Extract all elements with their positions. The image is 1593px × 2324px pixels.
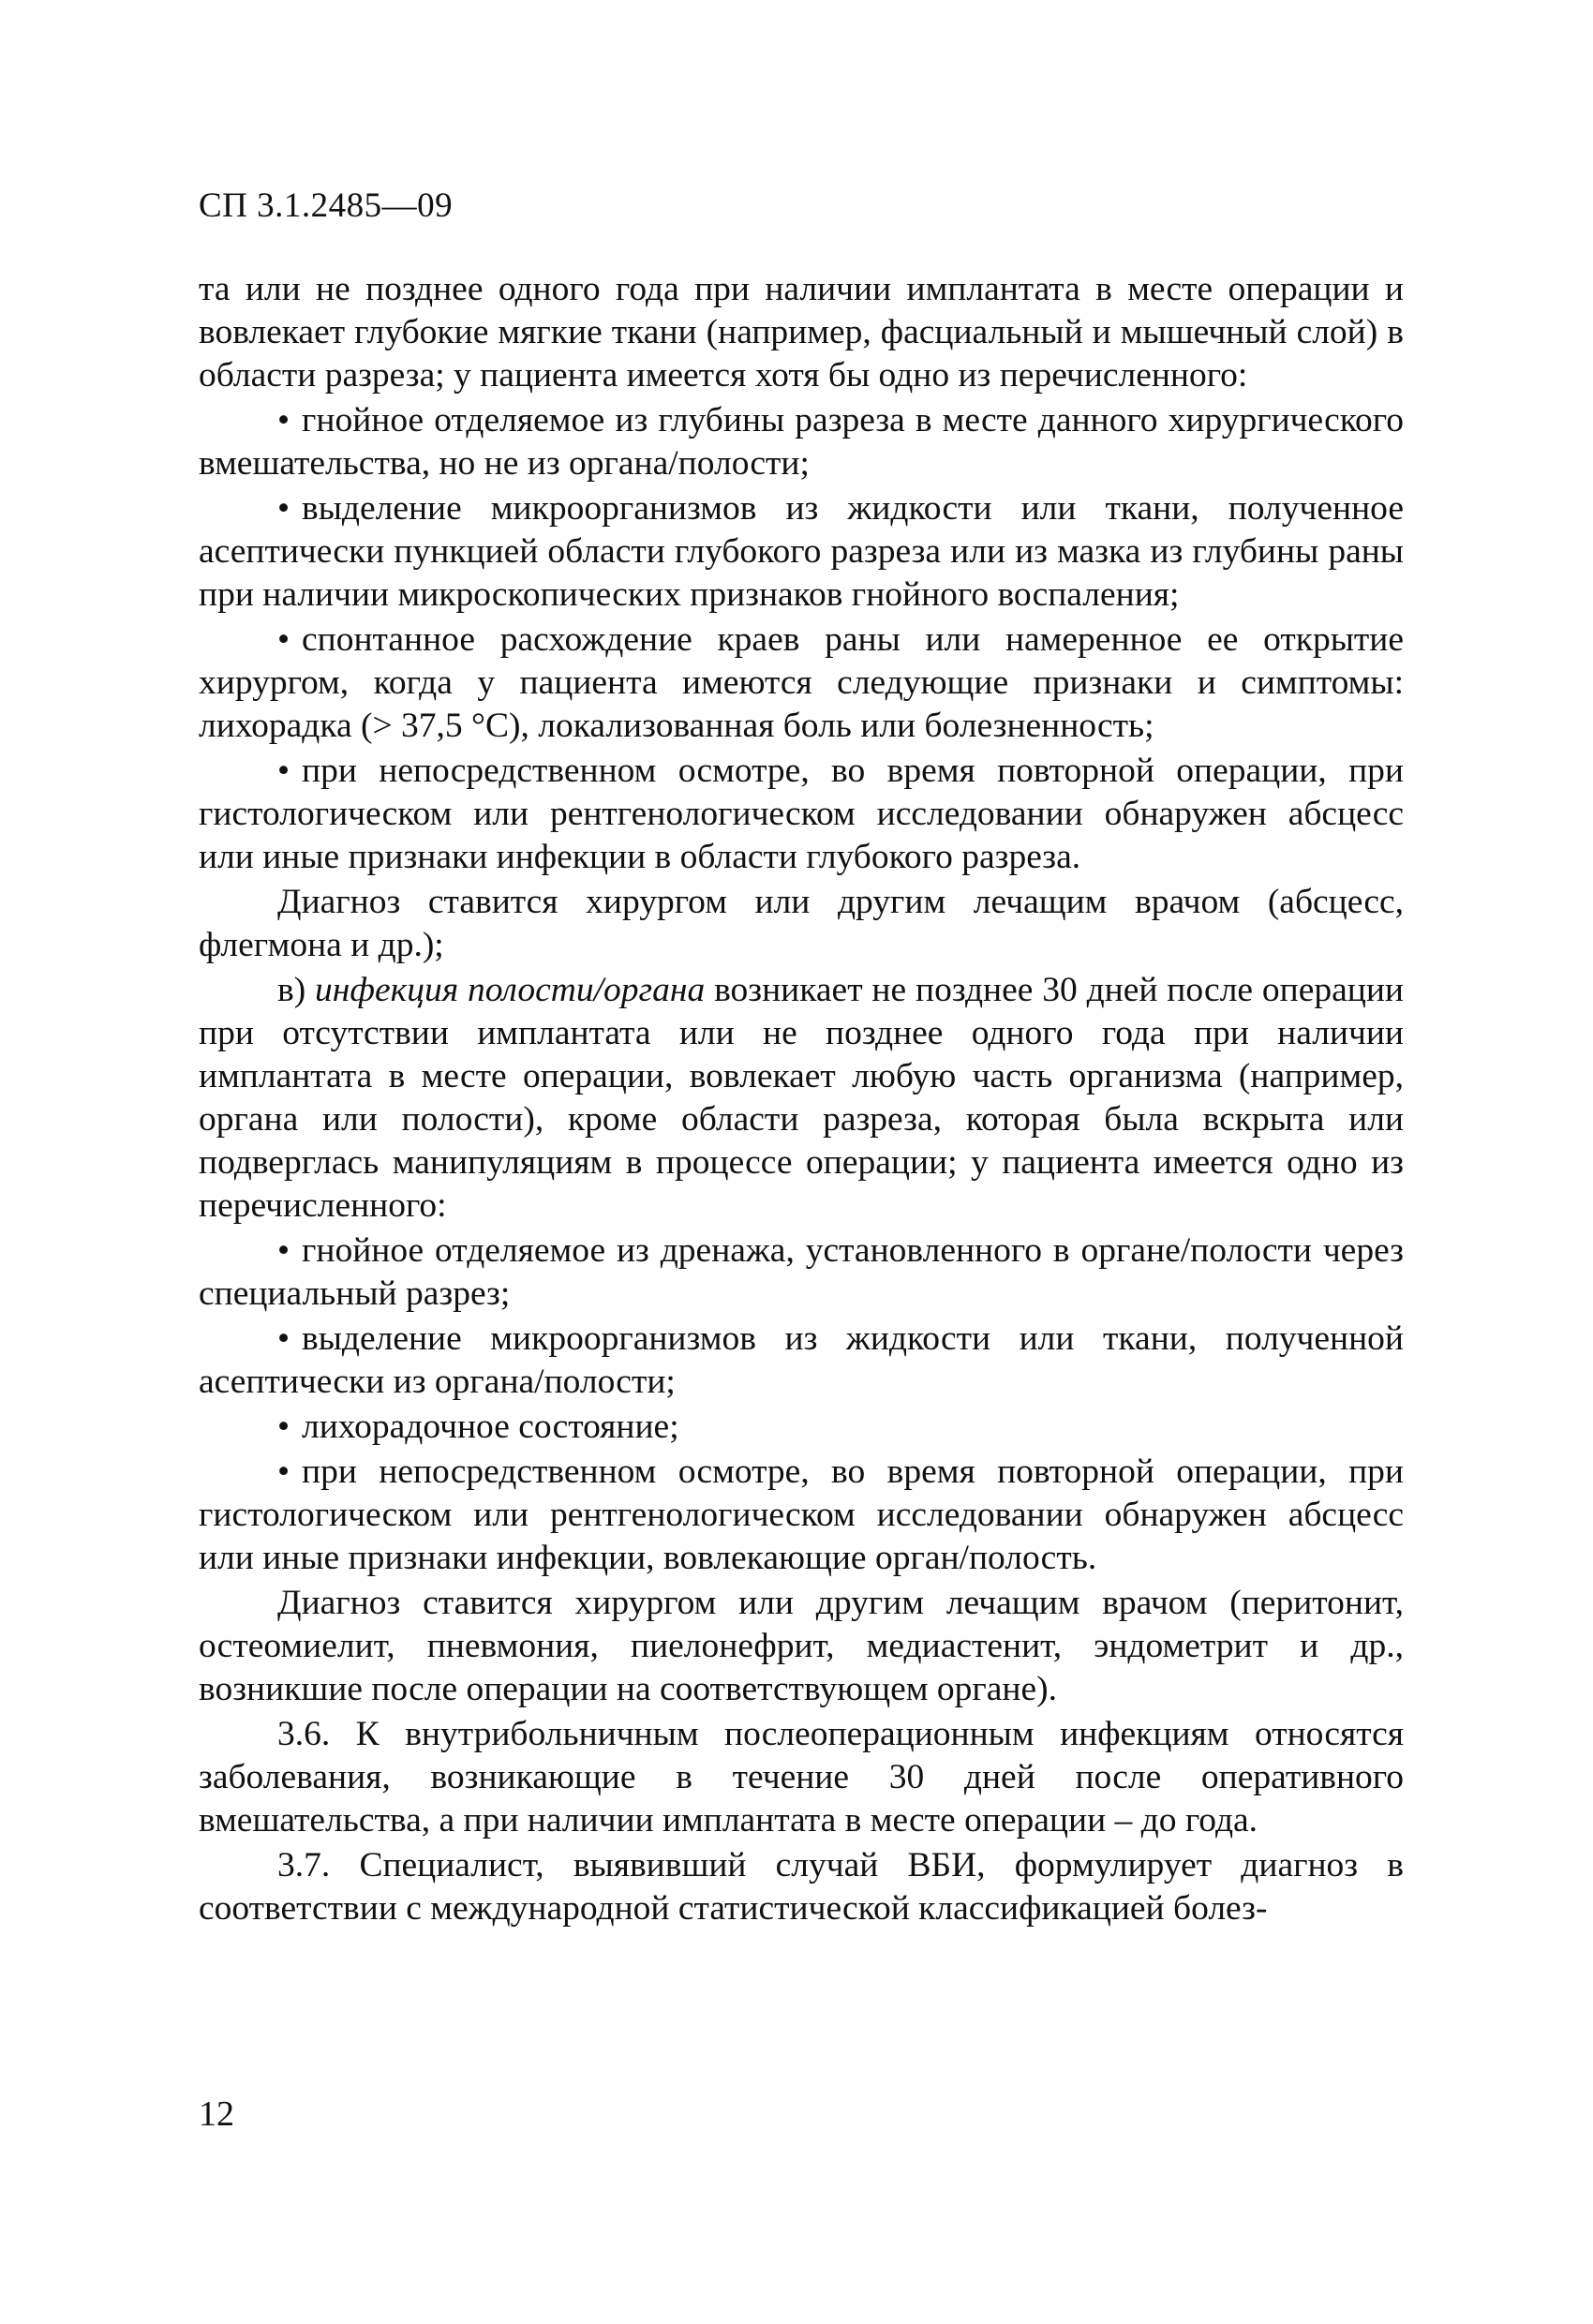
bullet-item <box>199 1406 1404 1449</box>
body-text <box>199 268 1404 1932</box>
bullet-icon: • <box>277 489 290 528</box>
bullet-text: выделение микроорганизмов из жидкости или ткани, полученной асептически из органа/полости; <box>199 1319 1404 1401</box>
bullet-icon: • <box>277 752 290 790</box>
bullet-item <box>199 1229 1404 1316</box>
bullet-item <box>199 618 1404 748</box>
bullet-icon: • <box>277 1452 290 1491</box>
italic-term: инфекция полости/органа <box>315 971 706 1009</box>
bullet-text: гнойное отделяемое из глубины разреза в месте данного хирургического вмешательства, но не из органа/полости; <box>199 401 1404 483</box>
diagnosis-paragraph: Диагноз ставится хирургом или другим лечащим врачом (абсцесс, флегмона и др.); <box>199 883 1404 964</box>
bullet-item <box>199 750 1404 879</box>
bullet-icon: • <box>277 1319 290 1358</box>
bullet-icon: • <box>277 620 290 659</box>
item-prefix: в) <box>277 971 316 1009</box>
page-number: 12 <box>199 2094 234 2134</box>
bullet-item <box>199 399 1404 485</box>
organ-infection-paragraph <box>199 969 1404 1228</box>
bullet-text: спонтанное расхождение краев раны или намеренное ее открытие хирургом, когда у пациента имеются следующие признаки и симптомы: лихорадка (> 37,5 °С), локализованная боль или болезненность; <box>199 620 1404 745</box>
bullet-text: при непосредственном осмотре, во время повторной операции, при гистологическом или рентгенологическом исследовании обнаружен абсцесс или иные признаки инфекции в области глубокого разреза. <box>199 752 1404 876</box>
bullet-text: гнойное отделяемое из дренажа, установленного в органе/полости через специальный разрез; <box>199 1231 1404 1313</box>
bullet-item <box>199 1318 1404 1404</box>
section-3-6-paragraph: 3.6. К внутрибольничным послеоперационным инфекциям относятся заболевания, возникающие в течение 30 дней после оперативного вмешательства, а при наличии имплантата в месте операции – до года. <box>199 1715 1404 1840</box>
document-code-header: СП 3.1.2485—09 <box>199 186 454 225</box>
bullet-text: при непосредственном осмотре, во время повторной операции, при гистологическом или рентгенологическом исследовании обнаружен абсцесс или иные признаки инфекции, вовлекающие орган/полость. <box>199 1452 1404 1577</box>
bullet-icon: • <box>277 1408 290 1446</box>
bullet-icon: • <box>277 1231 290 1270</box>
bullet-item <box>199 487 1404 617</box>
bullet-text: лихорадочное состояние; <box>302 1408 679 1446</box>
bullet-icon: • <box>277 401 290 439</box>
diagnosis-paragraph: Диагноз ставится хирургом или другим лечащим врачом (перитонит, остеомиелит, пневмония, пиелонефрит, медиастенит, эндометрит и др., возникшие после операции на соответствующем органе). <box>199 1584 1404 1708</box>
section-3-7-paragraph: 3.7. Специалист, выявивший случай ВБИ, формулирует диагноз в соответствии с международной статистической классификацией болез- <box>199 1846 1404 1928</box>
bullet-text: выделение микроорганизмов из жидкости или ткани, полученное асептически пункцией области глубокого разреза или из мазка из глубины раны при наличии микроскопических признаков гнойного воспаления; <box>199 489 1404 614</box>
paragraph-text: возникает не позднее 30 дней после операции при отсутствии имплантата или не позднее одного года при наличии имплантата в месте операции, вовлекает любую часть организма (например, органа или полости), кроме области разреза, которая была вскрыта или подверглась манипуляциям в процессе операции; у пациента имеется одно из перечисленного: <box>199 971 1404 1225</box>
paragraph-continuation: та или не позднее одного года при наличии имплантата в месте операции и вовлекает глубокие мягкие ткани (например, фасциальный и мышечный слой) в области разреза; у пациента имеется хотя бы одно из перечисленного: <box>199 270 1404 395</box>
bullet-item <box>199 1451 1404 1580</box>
